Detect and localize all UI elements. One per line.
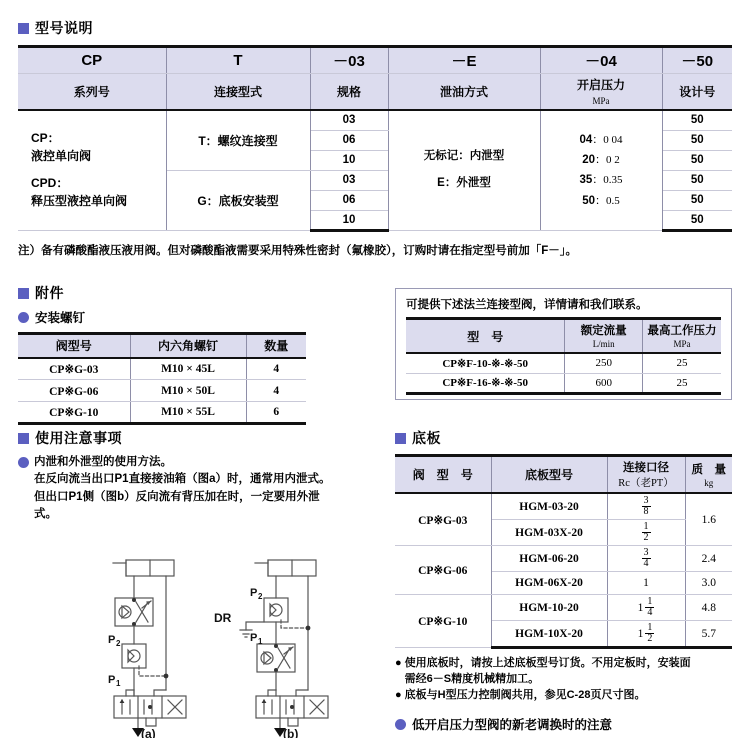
size-g-10: 10: [310, 210, 388, 230]
pressure-item: 20：0 2: [582, 154, 620, 166]
leak-external: E：外泄型: [437, 177, 491, 190]
base-port-size: $\frac{3}{4}$: [607, 546, 685, 572]
leak-type-cell: [388, 110, 540, 230]
base-port-size: $\frac{1}{2}$: [607, 520, 685, 546]
mounting-screws-title: 安装螺钉: [35, 311, 86, 325]
usage-line: 式。: [34, 507, 57, 520]
accessories-heading: [18, 283, 306, 303]
base-valve-model: CP※G-10: [395, 595, 491, 648]
flange-pressure: 25: [642, 353, 721, 373]
flange-valve-table: [406, 317, 721, 395]
base-plate-notes: [395, 656, 732, 704]
screw-bolt-spec: M10 × 50L: [130, 380, 246, 402]
screw-valve-model: CP※G-03: [18, 358, 130, 380]
hydraulic-circuit-diagrams: [18, 548, 370, 738]
model-code-table: [18, 45, 732, 232]
table-row: [406, 353, 721, 373]
design-number: 50: [662, 130, 732, 150]
usage-line: 但出口P1侧（图b）反向流有背压加在时，一定要用外泄: [34, 490, 320, 503]
base-weight: 5.7: [685, 621, 732, 648]
leak-internal: 无标记：内泄型: [423, 149, 505, 162]
screw-valve-model: CP※G-10: [18, 402, 130, 424]
base-note-item: [395, 688, 732, 704]
base-header-port: 连接口径 Rc（老PT）: [607, 456, 685, 494]
series-cpd-line1: CPD：: [31, 176, 69, 191]
pressure-item: 50：0.5: [582, 194, 620, 207]
diagram-a-caption: (a): [141, 727, 156, 738]
model-code-04: －04: [540, 47, 662, 74]
flange-header-pressure: 最高工作压力 MPa: [642, 319, 721, 354]
diagram-a: [113, 560, 186, 737]
dot-marker-icon: [395, 719, 406, 730]
usage-notes-body: [18, 454, 370, 523]
base-valve-model: CP※G-06: [395, 546, 491, 595]
design-number: 50: [662, 150, 732, 170]
base-plate-section: [395, 428, 732, 704]
screw-header-bolt: 内六角螺钉: [130, 334, 246, 358]
diagram-b-caption: (b): [283, 727, 299, 738]
pressure-item: 04：0 04: [579, 133, 623, 146]
square-marker-icon: [18, 288, 29, 299]
size-t-03: 03: [310, 110, 388, 130]
base-port-size: 1: [607, 572, 685, 595]
table-row: [18, 380, 306, 402]
table-row: [395, 595, 732, 621]
usage-notes-section: [18, 428, 370, 523]
design-number: 50: [662, 190, 732, 210]
table-header-row: [395, 456, 732, 494]
size-g-06: 06: [310, 190, 388, 210]
flange-flow: 250: [565, 353, 643, 373]
base-plate-table-wrapper: [395, 454, 732, 649]
square-marker-icon: [18, 433, 29, 444]
base-header-weight: 质 量 kg: [685, 456, 732, 494]
screw-valve-model: CP※G-06: [18, 380, 130, 402]
model-name-size: 规格: [310, 74, 388, 111]
model-code-t: T: [166, 47, 310, 74]
base-plate-model: HGM-03-20: [491, 493, 607, 520]
design-number: 50: [662, 210, 732, 230]
size-g-03: 03: [310, 170, 388, 190]
low-opening-pressure-heading: [395, 715, 612, 733]
low-opening-pressure-title: 低开启压力型阀的新老调换时的注意: [412, 718, 613, 732]
label-a-p1: P: [108, 674, 116, 686]
mounting-screw-table: [18, 332, 306, 425]
base-weight: 3.0: [685, 572, 732, 595]
model-description-heading: [18, 18, 732, 38]
base-plate-heading: [395, 428, 732, 448]
usage-line: 在反向流当出口P1直接接油箱（图a）时，通常用内泄式。: [34, 473, 331, 486]
screw-qty: 4: [246, 358, 306, 380]
base-valve-model: CP※G-03: [395, 493, 491, 546]
usage-bullet-item: [18, 454, 370, 471]
table-row: [395, 493, 732, 520]
pressure-item: 35：0.35: [579, 174, 623, 187]
flange-valve-box: [395, 288, 732, 400]
base-plate-model: HGM-06-20: [491, 546, 607, 572]
circuit-diagram-svg: [18, 548, 370, 738]
connection-type-g: G：底板安装型: [166, 170, 310, 230]
svg-text:2: 2: [116, 639, 121, 648]
model-name-design: 设计号: [662, 74, 732, 111]
base-weight: 2.4: [685, 546, 732, 572]
usage-notes-heading: [18, 428, 370, 448]
usage-bullet-title: 内泄和外泄型的使用方法。: [34, 456, 172, 468]
base-weight: 1.6: [685, 493, 732, 546]
model-description-title: 型号说明: [35, 20, 93, 36]
dot-marker-icon: [18, 457, 29, 468]
table-row: [18, 110, 732, 130]
screw-bolt-spec: M10 × 55L: [130, 402, 246, 424]
svg-text:1: 1: [116, 679, 121, 688]
table-row: [18, 358, 306, 380]
size-t-06: 06: [310, 130, 388, 150]
base-port-size: $\frac{3}{8}$: [607, 493, 685, 520]
bullet-dot-icon: ●: [395, 657, 402, 669]
label-a-p2: P: [108, 634, 116, 646]
table-row: [395, 546, 732, 572]
dot-marker-icon: [18, 312, 29, 323]
series-cp-line2: 液控单向阀: [31, 148, 92, 163]
flange-model: CP※F-16-※-※-50: [406, 373, 565, 393]
mounting-screws-heading: [18, 308, 306, 326]
base-plate-table: [395, 454, 732, 649]
pressure-unit: MPa: [592, 96, 610, 106]
flange-pressure: 25: [642, 373, 721, 393]
base-port-size: 1 $\frac{1}{4}$: [607, 595, 685, 621]
model-table-wrapper: [18, 45, 732, 232]
table-row-codes: [18, 47, 732, 74]
label-b-p1: P: [250, 632, 258, 644]
design-number: 50: [662, 170, 732, 190]
accessories-section: [18, 283, 306, 425]
series-cell: [18, 110, 166, 230]
base-port-size: 1 $\frac{1}{2}$: [607, 621, 685, 648]
usage-paragraph: [34, 471, 370, 523]
base-header-valve: 阀 型 号: [395, 456, 491, 494]
screw-header-valve: 阀型号: [18, 334, 130, 358]
base-note-line: 使用底板时，请按上述底板型号订货。不用定板时，安装面: [404, 657, 691, 669]
square-marker-icon: [18, 23, 29, 34]
usage-notes-title: 使用注意事项: [35, 430, 122, 446]
series-cp-line1: CP：: [31, 131, 60, 146]
size-t-10: 10: [310, 150, 388, 170]
base-plate-model: HGM-10-20: [491, 595, 607, 621]
screw-header-qty: 数量: [246, 334, 306, 358]
screw-qty: 4: [246, 380, 306, 402]
label-b-p2: P: [250, 587, 258, 599]
base-header-plate: 底板型号: [491, 456, 607, 494]
design-number: 50: [662, 110, 732, 130]
base-note-item: [395, 656, 732, 688]
table-row-names: [18, 74, 732, 111]
model-code-50: －50: [662, 47, 732, 74]
screw-table-wrapper: [18, 332, 306, 425]
svg-text:1: 1: [258, 637, 263, 646]
model-note: 注）备有磷酸酯液压液用阀。但对磷酸酯液需要采用特殊性密封（氟橡胶），订购时请在指定型号前加「F－」。: [18, 245, 578, 257]
base-plate-model: HGM-03X-20: [491, 520, 607, 546]
screw-qty: 6: [246, 402, 306, 424]
model-name-pressure: [540, 74, 662, 111]
model-code-cp: CP: [18, 47, 166, 74]
base-weight: 4.8: [685, 595, 732, 621]
base-plate-model: HGM-06X-20: [491, 572, 607, 595]
opening-pressure-cell: [540, 110, 662, 230]
model-code-03: －03: [310, 47, 388, 74]
svg-text:2: 2: [258, 592, 263, 601]
flange-flow: 600: [565, 373, 643, 393]
model-name-series: 系列号: [18, 74, 166, 111]
table-row: [18, 402, 306, 424]
series-cpd-line2: 释压型液控单向阀: [31, 193, 128, 208]
flange-model: CP※F-10-※-※-50: [406, 353, 565, 373]
flange-header-flow: 额定流量 L/min: [565, 319, 643, 354]
label-b-dr: DR: [214, 611, 232, 625]
square-marker-icon: [395, 433, 406, 444]
screw-bolt-spec: M10 × 45L: [130, 358, 246, 380]
flange-header-model: 型 号: [406, 319, 565, 354]
base-plate-title: 底板: [412, 430, 441, 446]
base-plate-model: HGM-10X-20: [491, 621, 607, 648]
model-description-section: [18, 18, 732, 232]
table-row: [406, 373, 721, 393]
flange-box-title: 可提供下述法兰连接型阀，详情请和我们联系。: [406, 299, 648, 311]
model-name-connection: 连接型式: [166, 74, 310, 111]
pressure-label: 开启压力: [576, 78, 625, 92]
table-header-row: [18, 334, 306, 358]
base-note-line: 需经6－S精度机械精加工。: [404, 672, 540, 685]
table-header-row: [406, 319, 721, 354]
connection-type-t: T：螺纹连接型: [166, 110, 310, 170]
model-name-leak: 泄油方式: [388, 74, 540, 111]
base-note-line: 底板与H型压力控制阀共用，参见C-28页尺寸图。: [404, 688, 646, 701]
model-code-e: －E: [388, 47, 540, 74]
bullet-dot-icon: ●: [395, 688, 402, 701]
accessories-title: 附件: [35, 285, 64, 301]
